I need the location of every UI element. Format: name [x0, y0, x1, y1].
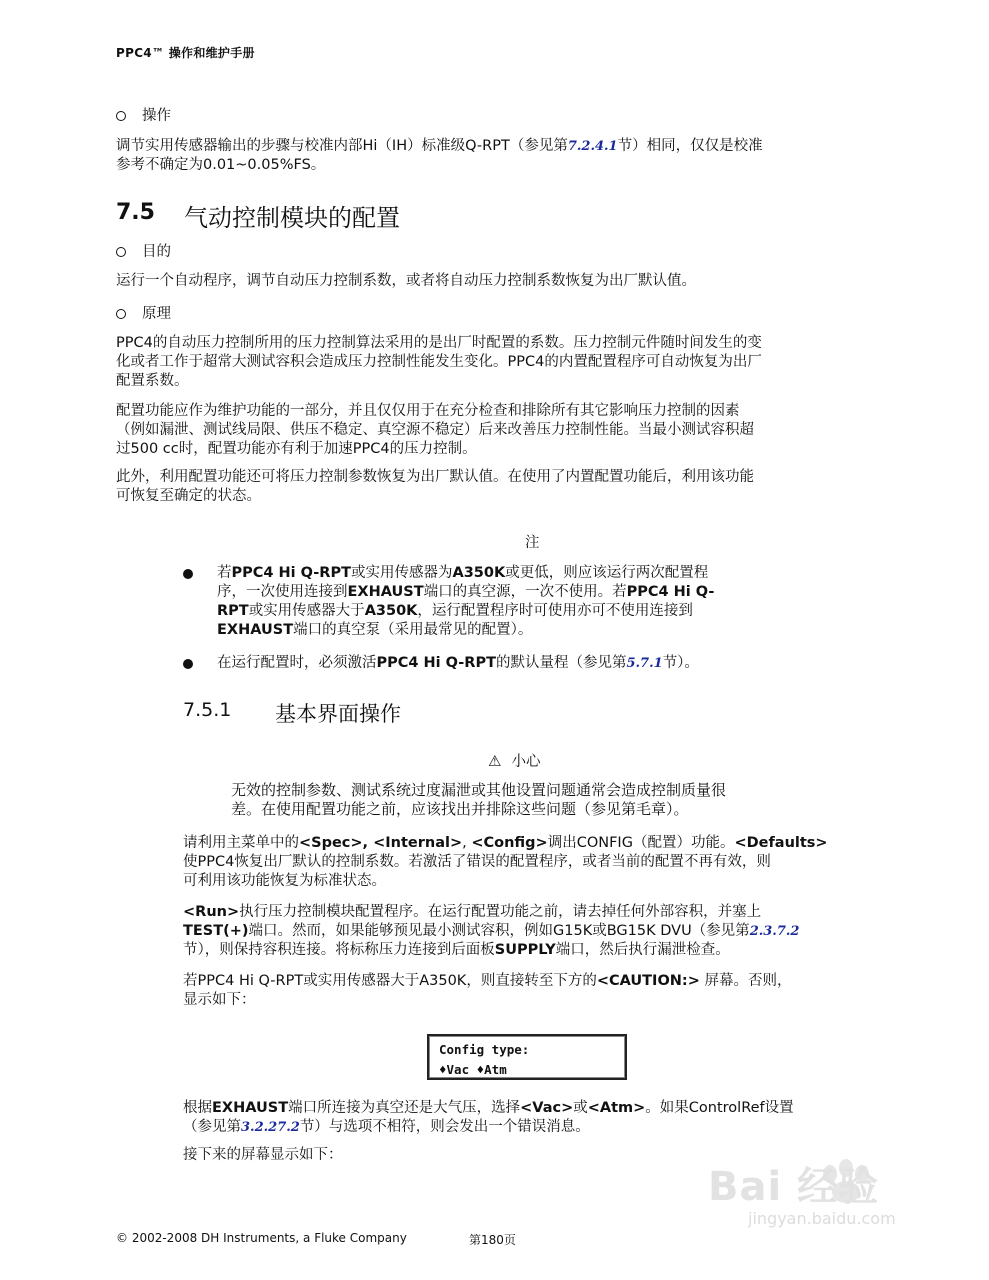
lcd-screen-config-type — [427, 1034, 627, 1080]
operation-heading — [116, 104, 171, 125]
hollow-bullet-icon — [116, 111, 126, 121]
screen-line-1: Config type: — [439, 1042, 530, 1057]
principle-paragraph-1: PPC4的自动压力控制所用的压力控制算法采用的是出厂时配置的系数。压力控制元件随时间发生的变 化或者工作于超常大测试容积会造成压力控制性能发生变化。PPC4的内置配置程序可自动恢复为出厂 配置系数。 — [116, 335, 762, 389]
menu-paragraph: 请利用主菜单中的<Spec>, <Internal>, <Config>调出CONFIG（配置）功能。<Defaults> 使PPC4恢复出厂默认的控制系数。若激活了错误的配置程序，或者当前的配置不再有效，则 可利用该功能恢复为标准状态。 — [183, 835, 828, 889]
section-number: 7.5 — [116, 200, 155, 225]
filled-bullet-icon — [183, 569, 193, 579]
operation-label: 操作 — [142, 108, 171, 124]
section-ref-link[interactable]: 7.2.4.1 — [567, 139, 618, 154]
operation-paragraph: 调节实用传感器输出的步骤与校准内部Hi（IH）标准级Q-RPT（参见第7.2.4.1节）相同，仅仅是校准 参考不确定为0.01~0.05%FS。 — [116, 138, 763, 173]
next-screen-text: 接下来的屏幕显示如下： — [183, 1147, 343, 1163]
section-ref-link[interactable]: 5.7.1 — [626, 656, 663, 671]
section-ref-link[interactable]: 2.3.7.2 — [749, 924, 800, 939]
caution-text: 无效的控制参数、测试系统过度漏泄或其他设置问题通常会造成控制质量很 差。在使用配置功能之前，应该找出并排除这些问题（参见第毛章）。 — [231, 781, 727, 818]
subsection-number: 7.5.1 — [183, 699, 232, 721]
caution-heading: ⚠ 小心 — [488, 752, 541, 770]
hollow-bullet-icon — [116, 247, 126, 257]
section-ref-link[interactable]: 3.2.27.2 — [241, 1120, 300, 1135]
principle-paragraph-3: 此外，利用配置功能还可将压力控制参数恢复为出厂默认值。在使用了内置配置功能后，利用该功能 可恢复至确定的状态。 — [116, 469, 754, 504]
purpose-heading: 目的 — [116, 240, 171, 261]
caution-ref-paragraph: 若PPC4 Hi Q-RPT或实用传感器大于A350K，则直接转至下方的<CAUTION:> 屏幕。否则， 显示如下： — [183, 973, 792, 1008]
principle-paragraph-2: 配置功能应作为维护功能的一部分，并且仅仅用于在充分检查和排除所有其它影响压力控制的因素 （例如漏泄、测试线局限、供压不稳定、真空源不稳定）后来改善压力控制性能。当最小测试容积超 过500 cc时，配置功能亦有利于加速PPC4的压力控制。 — [116, 403, 754, 457]
purpose-paragraph: 运行一个自动程序，调节自动压力控制系数，或者将自动压力控制系数恢复为出厂默认值。 — [116, 273, 696, 289]
warning-triangle-icon: ⚠ — [488, 752, 502, 770]
note-item-1: 若PPC4 Hi Q-RPT或实用传感器为A350K或更低，则应该运行两次配置程 序，一次使用连接到EXHAUST端口的真空源，一次不使用。若PPC4 Hi Q- RPT或实用传感器大于A350K，运行配置程序时可使用亦可不使用连接到 EXHAUST端口的真空泵（采用最常见的配置）。 — [183, 564, 823, 644]
note-title: 注 — [525, 535, 540, 551]
run-paragraph: <Run>执行压力控制模块配置程序。在运行配置功能之前，请去掉任何外部容积，并塞上 TEST(+)端口。然而，如果能够预见最小测试容积，例如G15K或BG15K DVU（参见第2.3.7.2 节），则保持容积连接。将标称压力连接到后面板SUPPLY端口，然后执行漏泄检查。 — [183, 904, 800, 958]
exhaust-paragraph: 根据EXHAUST端口所连接为真空还是大气压，选择<Vac>或<Atm>。如果ControlRef设置 （参见第3.2.27.2节）与选项不相符，则会发出一个错误消息。 — [183, 1100, 794, 1135]
principle-heading: 原理 — [116, 302, 171, 323]
footer-copyright: © 2002-2008 DH Instruments, a Fluke Company — [116, 1231, 407, 1245]
filled-bullet-icon — [183, 659, 193, 669]
screen-line-2: ♦Vac ♦Atm — [439, 1062, 507, 1077]
hollow-bullet-icon — [116, 309, 126, 319]
watermark-brand: Bai 经验 — [708, 1164, 880, 1210]
footer-page-number: 第180页 — [469, 1233, 516, 1247]
section-title: 气动控制模块的配置 — [184, 204, 400, 232]
note-item-2: 在运行配置时，必须激活PPC4 Hi Q-RPT的默认量程（参见第5.7.1节）。 — [183, 654, 823, 674]
subsection-title: 基本界面操作 — [275, 702, 401, 726]
running-header: PPC4™ 操作和维护手册 — [116, 46, 255, 60]
watermark-url: jingyan.baidu.com — [748, 1209, 896, 1228]
